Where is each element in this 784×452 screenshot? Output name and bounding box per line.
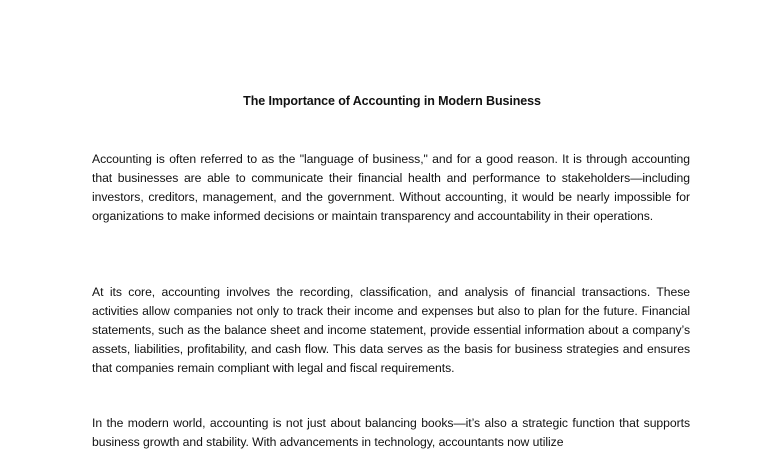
paragraph-1: Accounting is often referred to as the "language of business," and for a good reason. It is through accounting that businesses are able to communicate their financial health and performance to stakeholders—including investors, creditors, management, and the government. Without accounting, it would be nearly impossible for organizations to make informed decisions or maintain transparency and accountability in their operations. [92, 152, 690, 223]
document-title: The Importance of Accounting in Modern Business [243, 94, 541, 108]
paragraph-2: At its core, accounting involves the recording, classification, and analysis of financial transactions. These activities allow companies not only to track their income and expenses but also to plan for the future. Financial statements, such as the balance sheet and income statement, provide essential information about a company’s assets, liabilities, profitability, and cash flow. This data serves as the basis for business strategies and ensures that companies remain compliant with legal and fiscal requirements. [92, 285, 690, 375]
paragraph-3: In the modern world, accounting is not just about balancing books—it’s also a strategic function that supports business growth and stability. With advancements in technology, accountants now utilize [92, 416, 690, 449]
